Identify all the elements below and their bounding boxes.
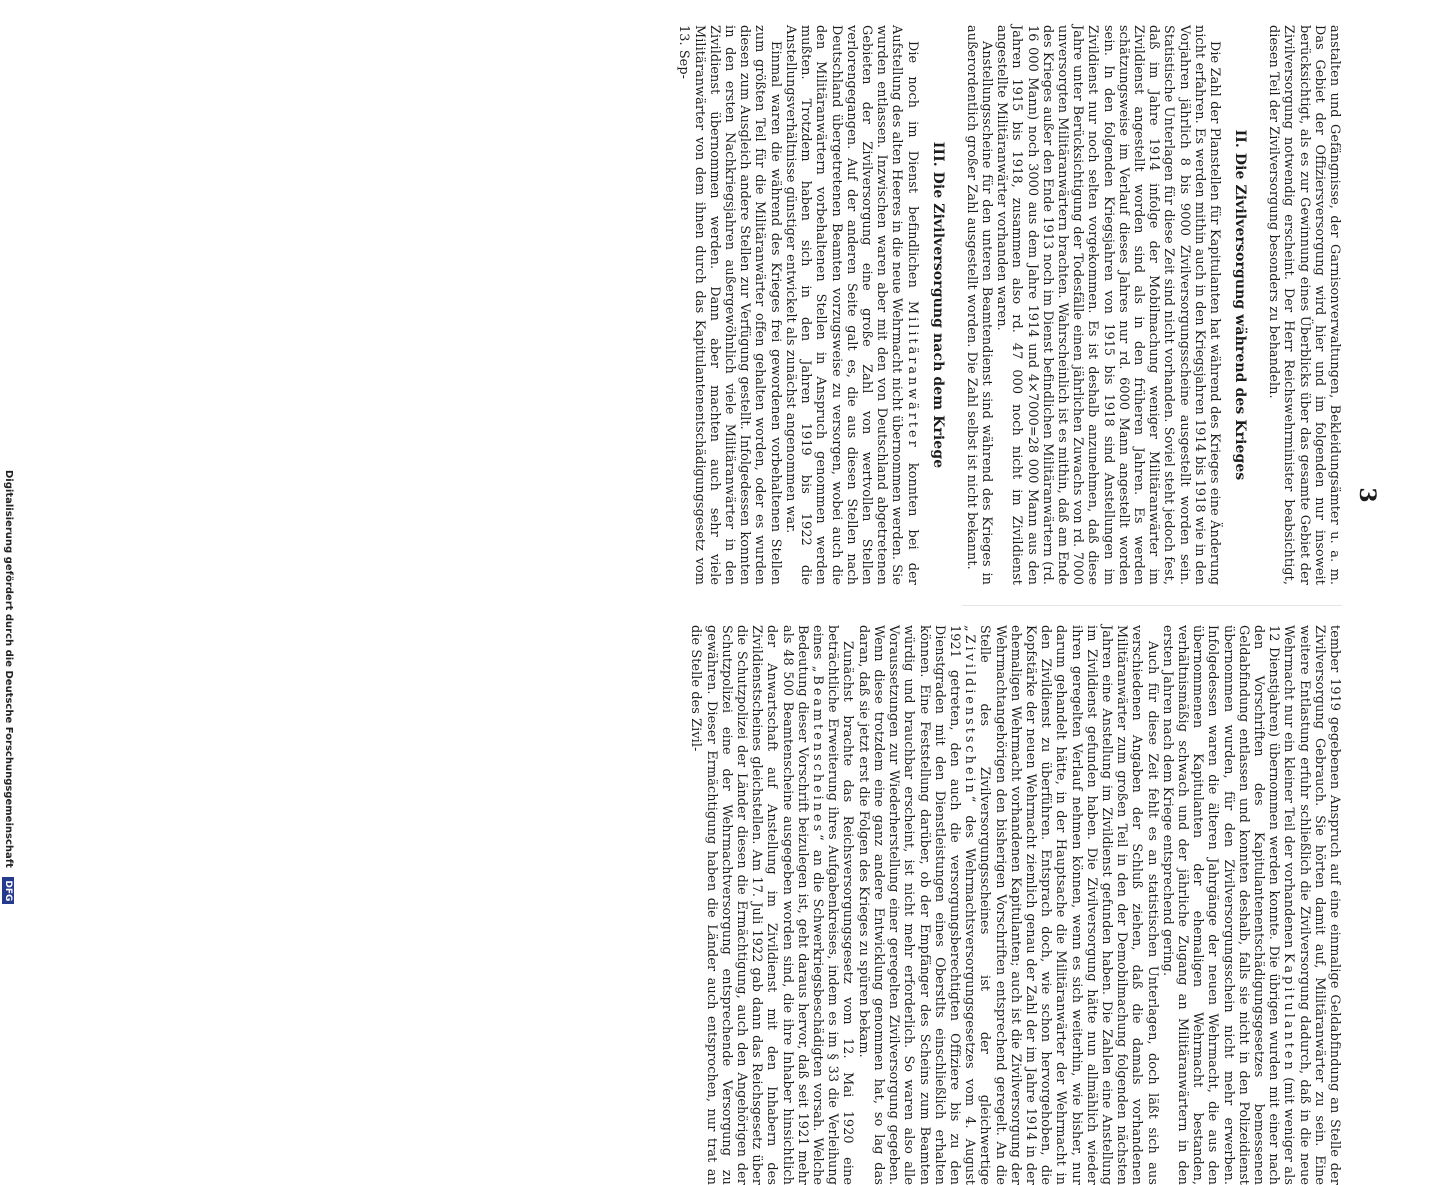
text-column-left bbox=[676, 25, 1342, 585]
page-number: 3 bbox=[1354, 487, 1380, 503]
emphasized-term: Militäranwärter bbox=[904, 301, 920, 450]
paragraph bbox=[783, 25, 920, 585]
text-run: Auch für diese Zeit fehlt es an statistischen Unterlagen, doch läßt sich aus verschiedenen Angaben der Schluß ziehen, daß die damals vorhandenen Militäranwärter zum großen Teil in den der Demobilmachung folgenden nächsten Jahren eine Anstellung im Zivildienst gefunden haben. Die Zahlen eine Anstellung im Zivildienst gefunden haben. Die Zivilversorgung hätte nun allmählich wieder ihren geregelten Verlauf nehmen können, wenn es sich weiterhin, wie bisher, nur darum gehandelt hätte, in der Hauptsache die Militäranwärter der Wehrmacht in den Zivildienst zu überführen. Entsprach doch, wie schon hervorgehoben, die Kopfstärke der neuen Wehrmacht ziemlich genau der Zahl der im Jahre 1914 in der ehemaligen Wehrmacht vorhandenen Kapitulanten; auch ist die Zivilversorgung der Wehrmachtangehörigen den bisherigen Vorschriften entsprechend geregelt. An die Stelle des Zivilversorgungsscheines ist der gleichwertige bbox=[977, 625, 1160, 1185]
paragraph: Einmal waren die während des Krieges frei gewordenen vorbehaltenen Stellen zum größten Teil für die Militäranwärter offen gehalten worden, oder es wurden diesen zum Ausgleich andere Stellen zur Verfügung gestellt. Infolgedessen konnten in den ersten Nachkriegsjahren außergewöhnlich viele Militäranwärter in den Zivildienst übernommen werden. Dann aber machten auch sehr viele Militäranwärter von dem ihnen durch das Kapitulantenentschädigungsgesetz vom 13. Sep- bbox=[676, 25, 783, 585]
column-divider bbox=[962, 605, 1342, 606]
text-column-right bbox=[688, 625, 1342, 1185]
paragraph bbox=[688, 625, 855, 1185]
text-run: Die noch im Dienst befindlichen bbox=[904, 41, 920, 302]
paragraph bbox=[1160, 625, 1342, 1185]
paragraph: Anstellungsscheine für den unteren Beamtendienst sind während des Krieges in außerordentlich großer Zahl ausgestellt worden. Die Zahl selbst ist nicht bekannt. bbox=[963, 25, 994, 585]
text-run: des Wehrmachtsversorgungsgesetzes vom 4. August 1921 getreten, den auch die versorgungsberechtigten Offiziere bis zu den Dienstgraden mit den Dienstleistungen eines Oberstlts einschließlich erhalten können. Eine Feststellung darüber, ob der Empfänger des Scheins zum Beamten würdig und brauchbar erscheint, ist nicht mehr erforderlich. So waren also alle Voraussetzungen zur Wiederherstellung einer geregelten Zivilversorgung gegeben. Wenn diese trotzdem eine ganz andere Entwicklung genommen hat, so lag das daran, daß sie jetzt erst die Folgen des Krieges zu spüren bekam. bbox=[855, 625, 978, 1185]
paragraph bbox=[856, 625, 1160, 1185]
digitization-credit bbox=[2, 470, 14, 904]
section-heading-3: III. Die Zivilversorgung nach dem Kriege bbox=[929, 141, 946, 469]
paragraph: Die Zahl der Planstellen für Kapitulanten hat während des Krieges eine Änderung nicht erfahren. Es werden mithin auch in den Kriegsjahren 1914 bis 1918 wie in den Vorjahren jährlich 8 bis 9000 Zivilversorgungsscheine ausgestellt worden sein. Statistische Unterlagen für diese Zeit sind nicht vorhanden. Soviel steht jedoch fest, daß im Jahre 1914 infolge der Mobilmachung weniger Militäranwärter im Zivildienst angestellt worden sind als in den früheren Jahren. Es werden schätzungsweise im Verlauf dieses Jahres nur rd. 6000 Mann angestellt worden sein. In den folgenden Kriegsjahren von 1915 bis 1918 sind Anstellungen im Zivildienst nur noch selten vorgekommen. Es ist deshalb anzunehmen, daß diese Jahre unter Berücksichtigung der Todesfälle einen jährlichen Zuwachs von rd. 7000 unversorgten Militäranwärtern brachten. Wahrscheinlich ist es mithin, daß am Ende des Krieges außer den Ende 1913 noch im Dienst befindlichen Militäranwärtern (rd. 16 000 Mann) noch 3000 aus dem Jahre 1914 und 4×7000=28 000 Mann aus den Jahren 1915 bis 1918, zusammen also rd. 47 000 noch nicht im Zivildienst angestellte Militäranwärter vorhanden waren. bbox=[994, 25, 1222, 585]
emphasized-term: „Zivildienstschein“ bbox=[962, 625, 978, 806]
text-run: tember 1919 gegebenen Anspruch auf eine einmalige Geldabfindung an Stelle der Zivilversorgung Gebrauch. Sie hörten damit auf, Militäranwärter zu sein. Eine weitere Entlastung erfuhr schließlich die Zivilversorgung dadurch, daß in die neue Wehrmacht nur ein kleiner Teil der vorhandenen bbox=[1281, 625, 1342, 1185]
emphasized-term: Kapitulanten bbox=[1281, 952, 1297, 1073]
credit-text: Digitalisierung gefördert durch die Deutsche Forschungsgemeinschaft bbox=[3, 470, 14, 868]
text-run: Zunächst brachte das Reichsversorgungsgesetz vom 12. Mai 1920 eine beträchtliche Erweiterung ihres Aufgabenkreises, indem es im § 33 die Verleihung eines bbox=[810, 625, 856, 1185]
dfg-logo: DFG bbox=[2, 877, 14, 904]
text-run: an die Schwerkriegsbeschädigten vorsah. Welche Bedeutung dieser Vorschrift beizulegen ist, geht daraus hervor, daß seit 1921 mehr als 48 500 Beamtenscheine ausgegeben worden sind, die ihre Inhaber hinsichtlich der Anwartschaft auf Anstellung im Zivildienst mit den Inhabern des Zivildienstscheines gleichstellen. Am 17. Juli 1922 gab dann das Reichsgesetz über die Schutzpolizei der Länder diesen die Ermächtigung, auch den Angehörigen der Schutzpolizei eine der Wehrmachtversorgung entsprechende Versorgung zu gewähren. Dieser Ermächtigung haben die Länder auch entsprochen, nur trat an die Stelle des Zivil- bbox=[688, 625, 826, 1185]
emphasized-term: „Beamtenscheines“ bbox=[810, 665, 826, 844]
text-run: (mit weniger als 12 Dienstjahren) übernommen werden konnte. Die übrigen wurden mit einer nach den Vorschriften des Kapitulantenentschädigungsgesetzes bemessenen Geldabfindung entlassen und konnten deshalb, falls sie nicht in den Polizeidienst übernommen wurden, für den Zivilversorgungsschein nicht mehr erwerben. Infolgedessen waren die älteren Jahrgänge der neuen Wehrmacht, die aus den übernommenen Kapitulanten der ehemaligen Wehrmacht bestanden, verhältnismäßig schwach und der jährliche Zugang an Militäranwärtern in den ersten Jahren nach dem Kriege entsprechend gering. bbox=[1159, 625, 1297, 1185]
text-run: konnten bei der Aufstellung des alten Heeres in die neue Wehrmacht nicht übernommen werden. Sie wurden entlassen. Inzwischen waren aber mit den von Deutschland abgetretenen Gebieten der Zivilversorgung eine große Zahl von wertvollen Stellen verlorengegangen. Auf der anderen Seite galt es, die aus diesen Stellen nach Deutschland übergetretenen Beamten vorzugsweise zu versorgen, wobei auch die den Militäranwärtern vorbehaltenen Stellen in Anspruch genommen werden mußten. Trotzdem haben sich in den Jahren 1919 bis 1922 die Anstellungsverhältnisse günstiger entwickelt als zunächst angenommen war. bbox=[782, 25, 920, 585]
section-heading-2: II. Die Zivilversorgung während des Krieges bbox=[1231, 129, 1248, 481]
paragraph: anstalten und Gefängnisse, der Garnisonverwaltungen, Bekleidungsämter u. a. m. Das Gebiet der Offiziersversorgung wird hier und im folgenden nur insoweit berücksichtigt, als es zur Gewinnung eines Überblicks über das gesamte Gebiet der Zivilversorgung notwendig erscheint. Der Herr Reichswehrminister beabsichtigt, diesen Teil der Zivilversorgung besonders zu behandeln. bbox=[1266, 25, 1342, 585]
scanned-page bbox=[130, 25, 1380, 1185]
